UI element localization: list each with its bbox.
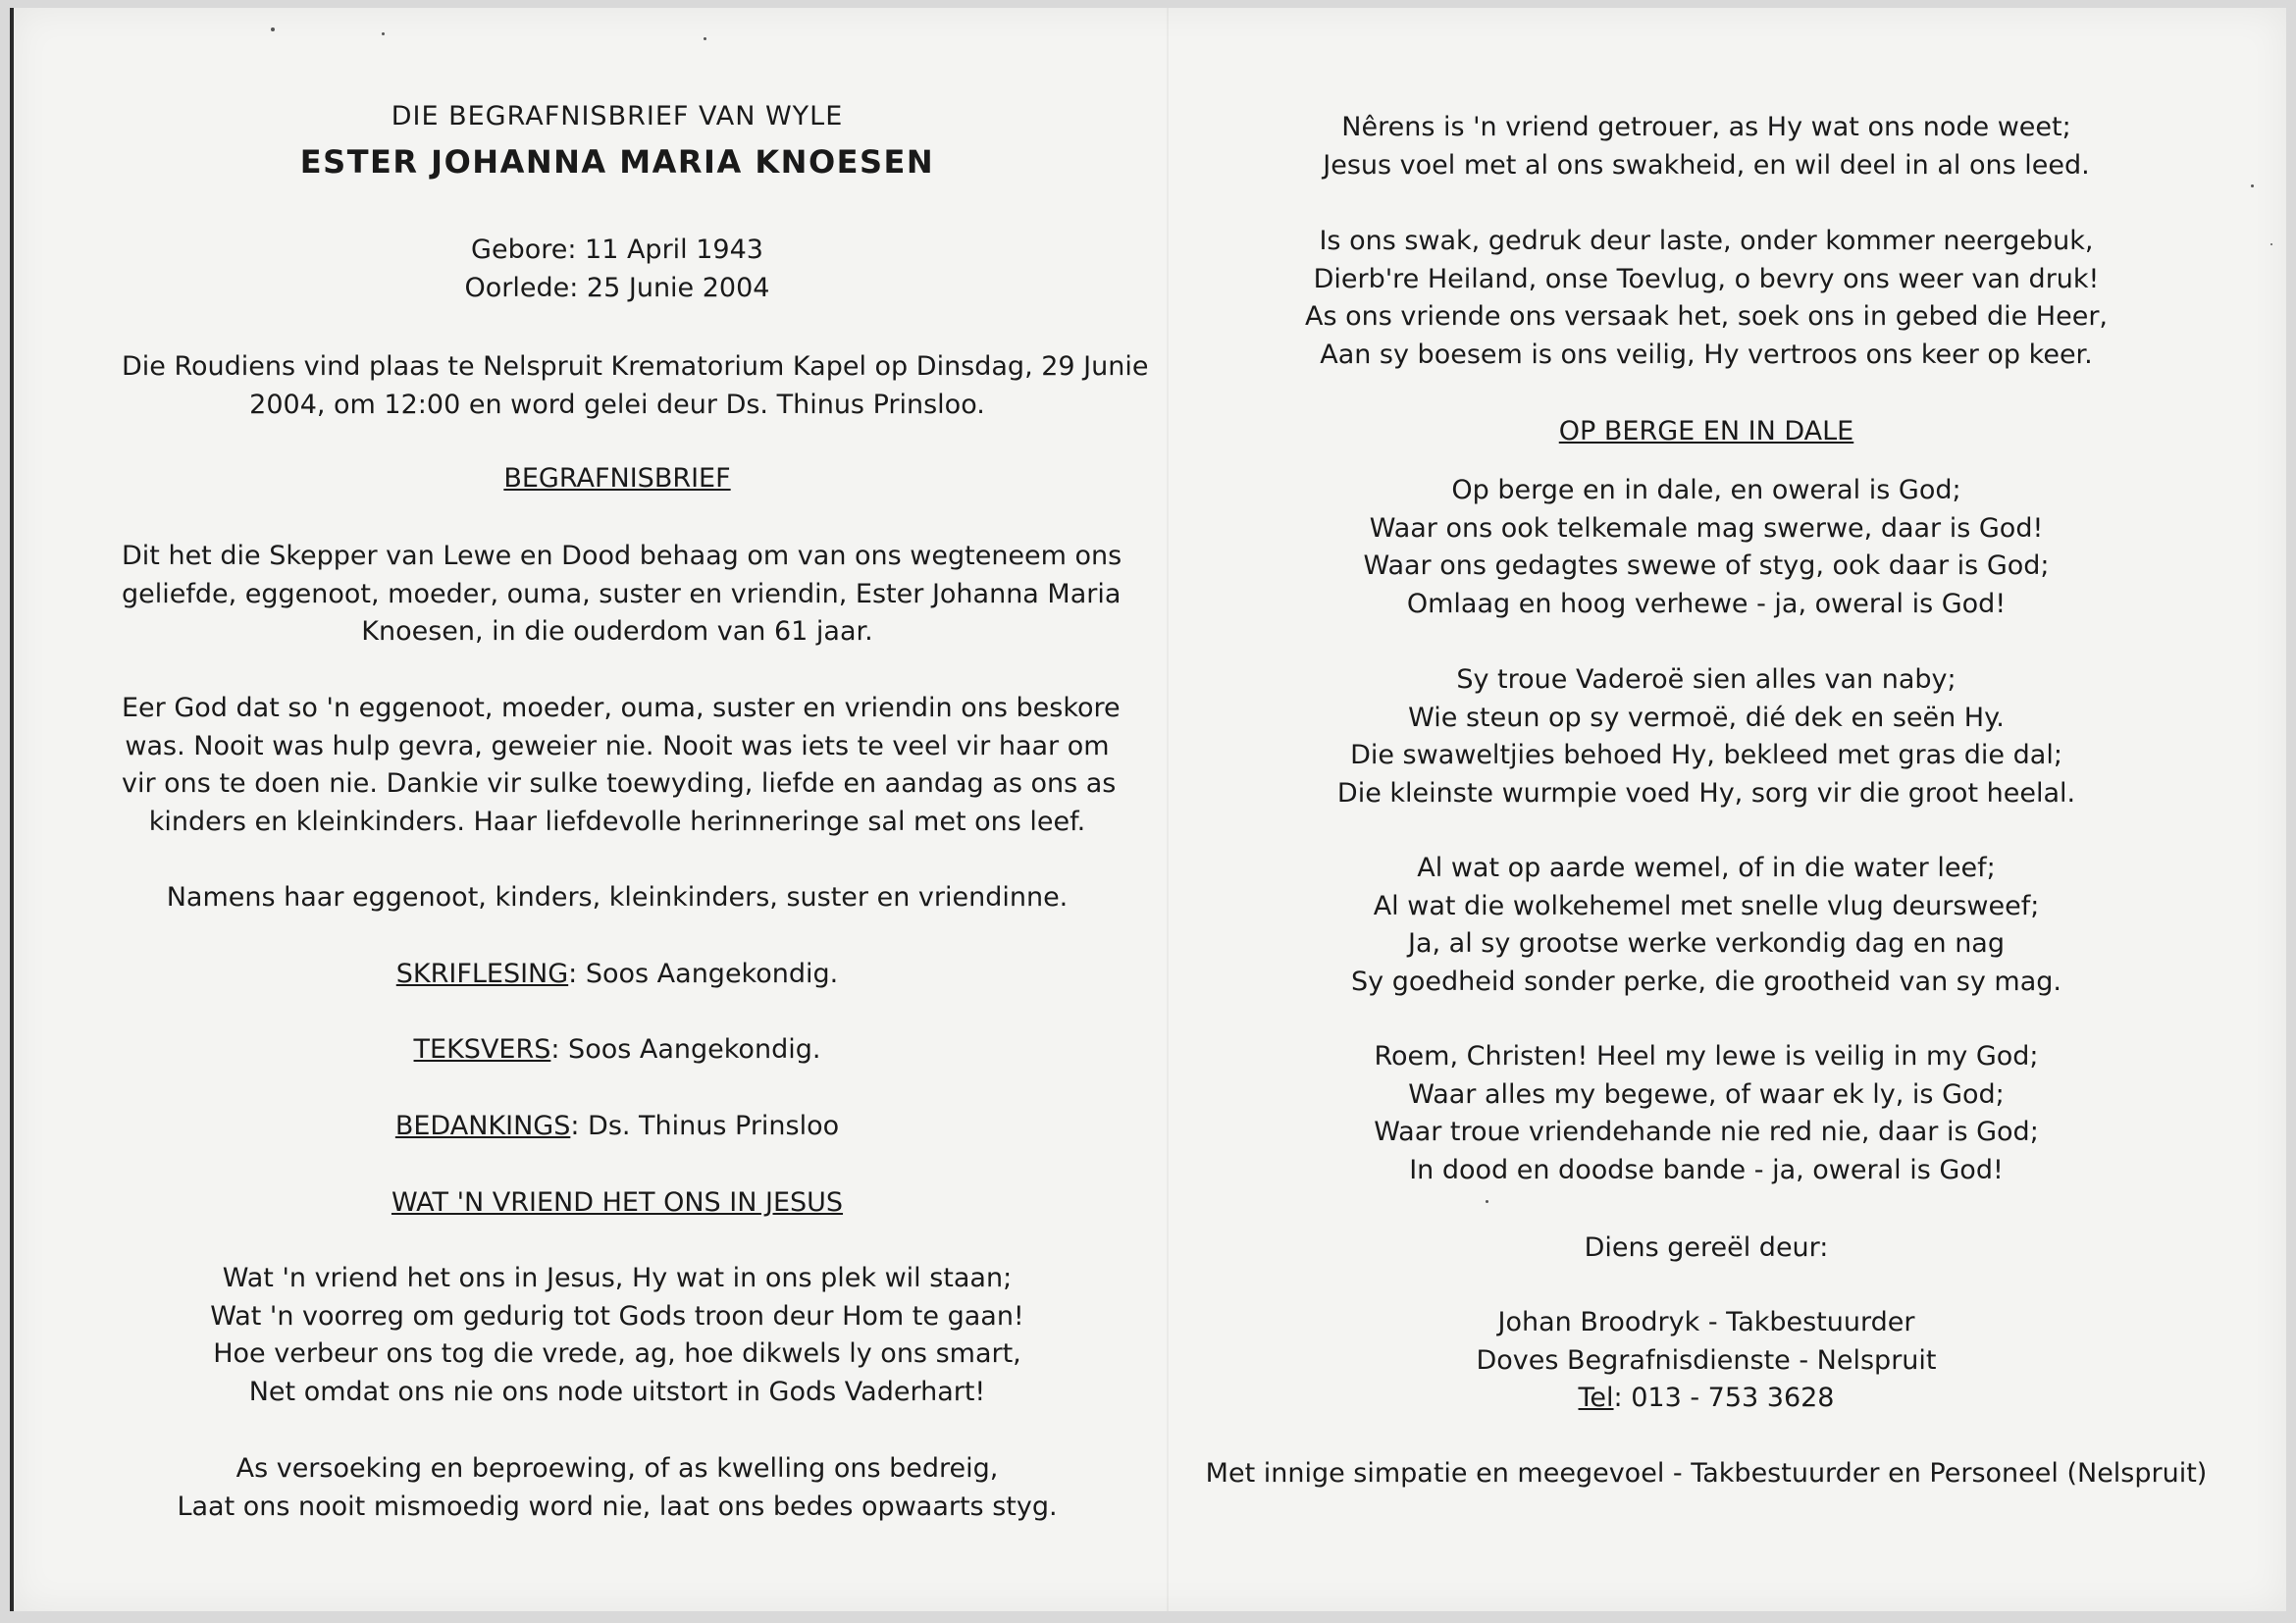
verse-line: Is ons swak, gedruk deur laste, onder kommer neergebuk, [1319,226,2094,256]
hymn1-title-text: WAT 'N VRIEND HET ONS IN JESUS [391,1187,844,1218]
closing [1191,1455,2221,1493]
verse-line: Wat 'n voorreg om gedurig tot Gods troon deur Hom te gaan! [210,1300,1024,1332]
verse-line: Waar ons ook telkemale mag swerwe, daar is God! [1369,512,2044,544]
verse-line: Wat 'n vriend het ons in Jesus, Hy wat in ons plek wil staan; [222,1263,1013,1293]
hymn1-verse1 [122,1260,1113,1411]
paragraph-line: vir ons te doen nie. Dankie vir sulke toewyding, liefde en aandag as ons as [122,768,1117,799]
verse-line: Sy goedheid sonder perke, die grootheid van sy mag. [1351,966,2061,997]
verse-line: Wie steun op sy vermoë, dié dek en seën Hy. [1408,702,2005,733]
service-line: Die Roudiens vind plaas te Nelspruit Krematorium Kapel op Dinsdag, 29 Junie [122,351,1149,382]
paragraph-line: Knoesen, in die ouderdom van 61 jaar. [361,616,873,647]
company-name: Doves Begrafnisdienste - Nelspruit [1476,1344,1937,1376]
hymn2-verse1 [1196,472,2217,623]
on-behalf [122,879,1113,917]
service-by [1196,1230,2217,1268]
letter-heading-text: BEGRAFNISBRIEF [503,463,731,494]
paragraph-2 [122,690,1121,841]
verse-line: Die swaweltjies behoed Hy, beklеed met gras die dal; [1350,740,2062,770]
page-fold [1167,8,1169,1611]
undertaker-block [1196,1304,2217,1418]
hymn2-title [1196,413,2217,451]
tel-label: Tel [1578,1383,1614,1413]
verse-line: Nêrens is 'n vriend getrouer, as Hy wat ons node weet; [1341,112,2071,142]
paragraph-line: Dit het die Skepper van Lewe en Dood behaag om van ons wegteneem ons [122,541,1122,571]
on-behalf-text: Namens haar eggenoot, kinders, kleinkinders, suster en vriendinne. [166,882,1069,913]
verse-line: Waar ons gedagtes swewe of styg, ook daar is God; [1363,550,2050,581]
born-date: Gebore: 11 April 1943 [471,235,763,265]
verse-line: Dierb're Heiland, onse Toevlug, o bevry ons weer van druk! [1313,263,2100,294]
verse-line: Aan sy boesem is ons veilig, Hy vertroos ons keer op keer. [1320,339,2093,370]
died-date: Oorlede: 25 Junie 2004 [464,272,770,303]
service-info [122,348,1149,424]
thanks-label: BEDANKINGS [394,1111,571,1141]
paragraph-line: Eer God dat so 'n eggenoot, moeder, ouma, suster en vriendin ons beskore [122,693,1121,723]
scan-speck [1486,1200,1488,1203]
thanks [122,1108,1113,1146]
hymn2-verse4 [1196,1038,2217,1189]
verse-line: As ons vriende ons versaak het, soek ons in gebed die Heer, [1304,301,2108,332]
hymn2-verse3 [1196,850,2217,1001]
paragraph-line: was. Nooit was hulp gevra, geweier nie. Nooit was iets te veel vir haar om [125,730,1110,761]
verse-line: Al wat die wolkehemel met snelle vlug deursweef; [1373,890,2040,921]
letter-heading [122,460,1113,498]
scan-speck [2251,184,2254,187]
closing-text: Met innige simpatie en meegevoel - Takbestuurder en Personeel (Nelspruit) [1205,1458,2208,1489]
verse-line: As versoeking en beproewing, of as kwelling ons bedreig, [235,1453,999,1484]
text-value: : Soos Aangekondig. [550,1034,821,1065]
hymn2-title-text: OP BERGE EN IN DALE [1558,416,1854,446]
header-line: DIE BEGRAFNISBRIEF VAN WYLE [391,101,844,131]
verse-line: Jesus voel met al ons swakheid, en wil deel in al ons leed. [1323,149,2090,181]
hymn2-verse2 [1196,661,2217,812]
verse-line: Ja, al sy grootse werke verkondig dag en nag [1408,928,2005,959]
dates-block [122,232,1113,307]
paragraph-1 [122,538,1122,652]
verse-line: Op berge en in dale, en oweral is God; [1451,475,1961,505]
hymn1-verse2 [122,1450,1113,1526]
hymn1-verse4 [1196,223,2217,374]
scan-speck [2270,243,2272,245]
verse-line: Net omdat ons nie ons node uitstort in Gods Vaderhart! [248,1376,986,1407]
verse-line: Hoe verbeur ons tog die vrede, ag, hoe dikwels ly ons smart, [213,1338,1021,1369]
reading-label: SKRIFLESING [395,959,569,989]
service-by-text: Diens gereël deur: [1584,1232,1829,1263]
scripture-reading [122,956,1113,994]
scan-speck [271,27,275,31]
verse-line: Al wat op aarde wemel, of in die water leef; [1417,853,1996,883]
scan-speck [704,37,706,40]
verse-line: Omlaag en hoog verhewe - ja, oweral is God! [1406,588,2007,619]
paragraph-line: kinders en kleinkinders. Haar liefdevolle herinneringe sal met ons leef. [148,806,1086,837]
funeral-letter-sheet [10,8,2286,1611]
service-line: 2004, om 12:00 en word gelei deur Ds. Thinus Prinsloo. [249,389,985,420]
verse-line: Sy troue Vaderoë sien alles van naby; [1456,664,1957,695]
thanks-value: : Ds. Thinus Prinsloo [570,1111,840,1141]
verse-line: Laat ons nooit mismoedig word nie, laat ons bedes opwaarts styg. [177,1491,1058,1522]
text-verse [122,1031,1113,1070]
verse-line: Die kleinste wurmpie voed Hy, sorg vir die groot heelal. [1336,777,2076,809]
undertaker-name: Johan Broodryk - Takbestuurder [1497,1307,1915,1337]
reading-value: : Soos Aangekondig. [568,959,839,989]
verse-line: Roem, Christen! Heel my lewe is veilig in my God; [1374,1041,2039,1072]
hymn1-verse3 [1196,109,2217,184]
text-label: TEKSVERS [413,1034,551,1065]
verse-line: In dood en doodse bande - ja, oweral is God! [1409,1154,2004,1185]
paragraph-line: geliefde, eggenoot, moeder, ouma, suster en vriendin, Ester Johanna Maria [122,578,1122,609]
scan-speck [382,32,385,35]
tel-value: : 013 - 753 3628 [1613,1383,1835,1413]
verse-line: Waar alles my begewe, of waar ek ly, is God; [1408,1078,2005,1110]
verse-line: Waar troue vriendehande nie red nie, daar is God; [1374,1117,2039,1147]
deceased-name: ESTER JOHANNA MARIA KNOESEN [299,143,935,181]
hymn1-title [122,1184,1113,1223]
